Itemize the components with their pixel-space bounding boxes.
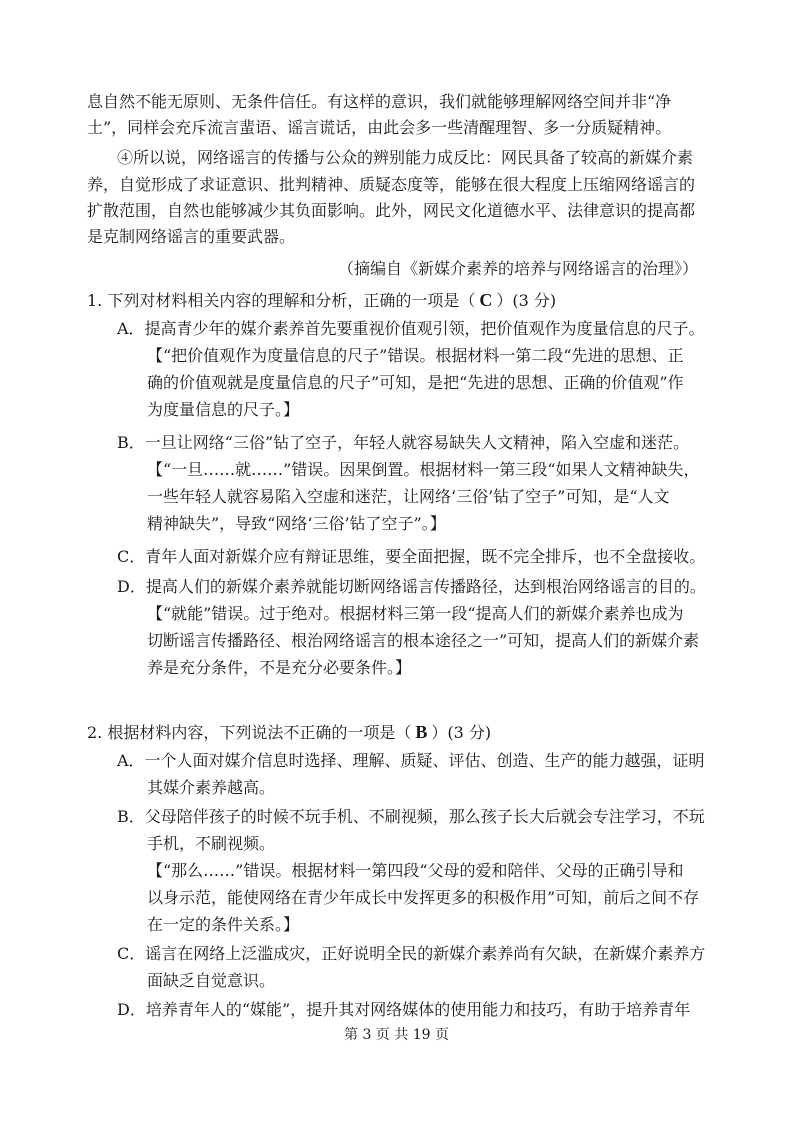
explanation-line: 【“就能”错误。过于绝对。根据材料三第一段“提高人们的新媒介素养也成为 <box>147 604 684 623</box>
option-c: C．青年人面对新媒介应有辩证思维，要全面把握，既不完全排斥，也不全盘接收。 <box>117 547 706 566</box>
explanation-line: 为度量信息的尺子。】 <box>147 400 300 419</box>
option-continuation: 面缺乏自觉意识。 <box>147 971 276 990</box>
explanation-line: 【“一旦……就……”错误。因果倒置。根据材料一第三段“如果人文精神缺失， <box>147 460 700 479</box>
answer-mark: C <box>479 290 493 310</box>
explanation-line: 切断谣言传播路径、根治网络谣言的根本途径之一”可知，提高人们的新媒介素 <box>147 631 700 650</box>
option-continuation: 手机，不刷视频。 <box>147 834 276 853</box>
option-continuation: 其媒介素养越高。 <box>147 778 276 797</box>
option-b: B．父母陪伴孩子的时候不玩手机、不刷视频，那么孩子长大后就会专注学习，不玩 <box>117 807 705 826</box>
question-score: ）(3 分) <box>496 291 557 310</box>
explanation-line: 一些年轻人就容易陷入空虚和迷茫，让网络‘三俗’钻了空子”可知，是“人文 <box>147 487 670 506</box>
passage-line: 息自然不能无原则、无条件信任。有这样的意识，我们就能够理解网络空间并非“净 <box>87 92 672 111</box>
option-d: D．提高人们的新媒介素养就能切断网络谣言传播路径，达到根治网络谣言的目的。 <box>117 577 706 596</box>
question-score: ）(3 分) <box>431 723 492 742</box>
passage-line: ④所以说，网络谣言的传播与公众的辨别能力成反比：网民具备了较高的新媒介素 <box>117 148 694 167</box>
explanation-line: 养是充分条件，不是充分必要条件。】 <box>147 658 412 677</box>
explanation-line: 精神缺失”，导致“网络‘三俗’钻了空子”。】 <box>147 514 446 533</box>
option-c: C．谣言在网络上泛滥成灾，正好说明全民的新媒介素养尚有欠缺，在新媒介素养方 <box>117 944 706 963</box>
explanation-line: 确的价值观就是度量信息的尺子”可知，是把“先进的思想、正确的价值观”作 <box>147 373 684 392</box>
passage-line: 养，自觉形成了求证意识、批判精神、质疑态度等，能够在很大程度上压缩网络谣言的 <box>87 175 696 194</box>
question-1-stem <box>87 289 556 312</box>
answer-mark: B <box>415 722 428 742</box>
option-a: A．提高青少年的媒介素养首先要重视价值观引领，把价值观作为度量信息的尺子。 <box>117 319 705 338</box>
passage-line: 扩散范围，自然也能够减少其负面影响。此外，网民文化道德水平、法律意识的提高都 <box>87 201 696 220</box>
explanation-line: 在一定的条件关系。】 <box>147 915 300 934</box>
option-d: D．培养青年人的“媒能”，提升其对网络媒体的使用能力和技巧，有助于培养青年 <box>117 1000 691 1019</box>
option-b: B．一旦让网络“三俗”钻了空子，年轻人就容易缺失人文精神，陷入空虚和迷茫。 <box>117 433 690 452</box>
explanation-line: 以身示范，能使网络在青少年成长中发挥更多的积极作用”可知，前后之间不存 <box>147 888 700 907</box>
page-number: 第 3 页 共 19 页 <box>344 1027 449 1043</box>
question-stem-text: 2. 根据材料内容，下列说法不正确的一项是（ <box>87 723 412 742</box>
question-2-stem <box>87 721 491 744</box>
passage-line: 土”，同样会充斥流言蜚语、谣言谎话，由此会多一些清醒理智、多一分质疑精神。 <box>87 118 672 137</box>
question-stem-text: 1. 下列对材料相关内容的理解和分析，正确的一项是（ <box>87 291 476 310</box>
passage-line: 是克制网络谣言的重要武器。 <box>87 227 296 246</box>
option-a: A．一个人面对媒介信息时选择、理解、质疑、评估、创造、生产的能力越强，证明 <box>117 751 705 770</box>
explanation-line: 【“把价值观作为度量信息的尺子”错误。根据材料一第二段“先进的思想、正 <box>147 346 684 365</box>
passage-source: （摘编自《新媒介素养的培养与网络谣言的治理》） <box>337 259 698 278</box>
explanation-line: 【“那么……”错误。根据材料一第四段“父母的爱和陪伴、父母的正确引导和 <box>147 861 684 880</box>
